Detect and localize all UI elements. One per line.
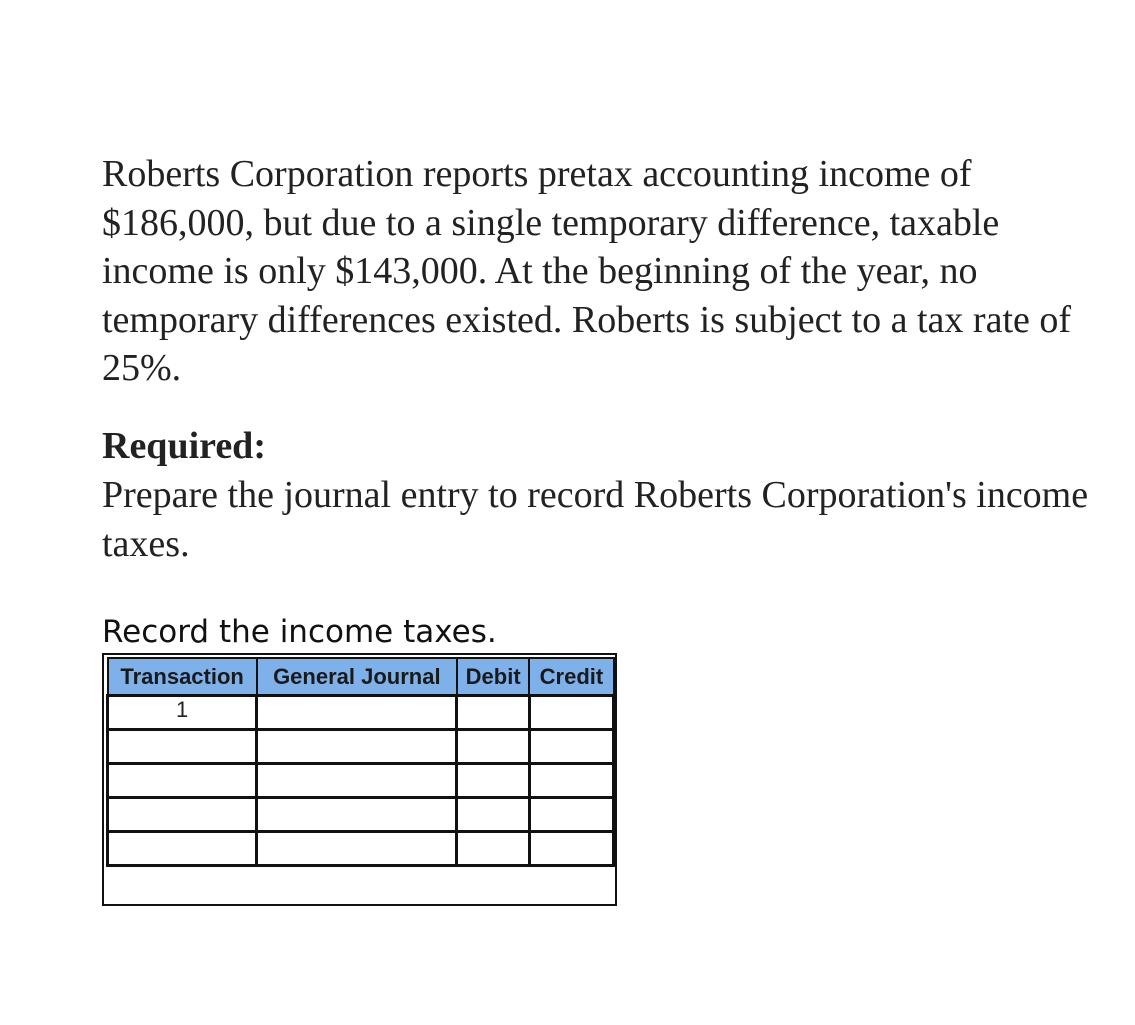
journal-header-row	[108, 658, 614, 696]
credit-cell[interactable]	[529, 798, 613, 832]
journal-row	[108, 832, 614, 866]
required-text: Prepare the journal entry to record Roberts Corporation's income taxes.	[102, 474, 1089, 565]
required-heading: Required:	[102, 425, 266, 467]
account-cell[interactable]	[257, 696, 457, 730]
journal-row	[108, 696, 614, 730]
journal-row	[108, 798, 614, 832]
journal-table	[106, 657, 615, 867]
required-section	[102, 422, 1092, 569]
instruction-text: Record the income taxes.	[102, 614, 497, 650]
transaction-cell	[108, 730, 257, 764]
journal-row	[108, 764, 614, 798]
journal-entry-panel	[102, 653, 617, 906]
debit-cell[interactable]	[457, 832, 530, 866]
account-cell[interactable]	[257, 764, 457, 798]
header-debit: Debit	[457, 658, 530, 696]
account-cell[interactable]	[257, 798, 457, 832]
debit-cell[interactable]	[457, 730, 530, 764]
problem-statement	[102, 150, 1092, 393]
credit-cell[interactable]	[529, 832, 613, 866]
credit-cell[interactable]	[529, 730, 613, 764]
transaction-cell	[108, 764, 257, 798]
account-cell[interactable]	[257, 832, 457, 866]
transaction-cell: 1	[108, 696, 257, 730]
header-transaction: Transaction	[108, 658, 257, 696]
header-general-journal: General Journal	[257, 658, 457, 696]
debit-cell[interactable]	[457, 764, 530, 798]
transaction-cell	[108, 832, 257, 866]
journal-row	[108, 730, 614, 764]
account-cell[interactable]	[257, 730, 457, 764]
credit-cell[interactable]	[529, 764, 613, 798]
header-credit: Credit	[529, 658, 613, 696]
debit-cell[interactable]	[457, 798, 530, 832]
debit-cell[interactable]	[457, 696, 530, 730]
transaction-cell	[108, 798, 257, 832]
credit-cell[interactable]	[529, 696, 613, 730]
problem-paragraph: Roberts Corporation reports pretax accounting income of $186,000, but due to a single temporary difference, taxable income is only $143,000. At the beginning of the year, no temporary differences existed. Roberts is subject to a tax rate of 25%.	[102, 153, 1072, 389]
